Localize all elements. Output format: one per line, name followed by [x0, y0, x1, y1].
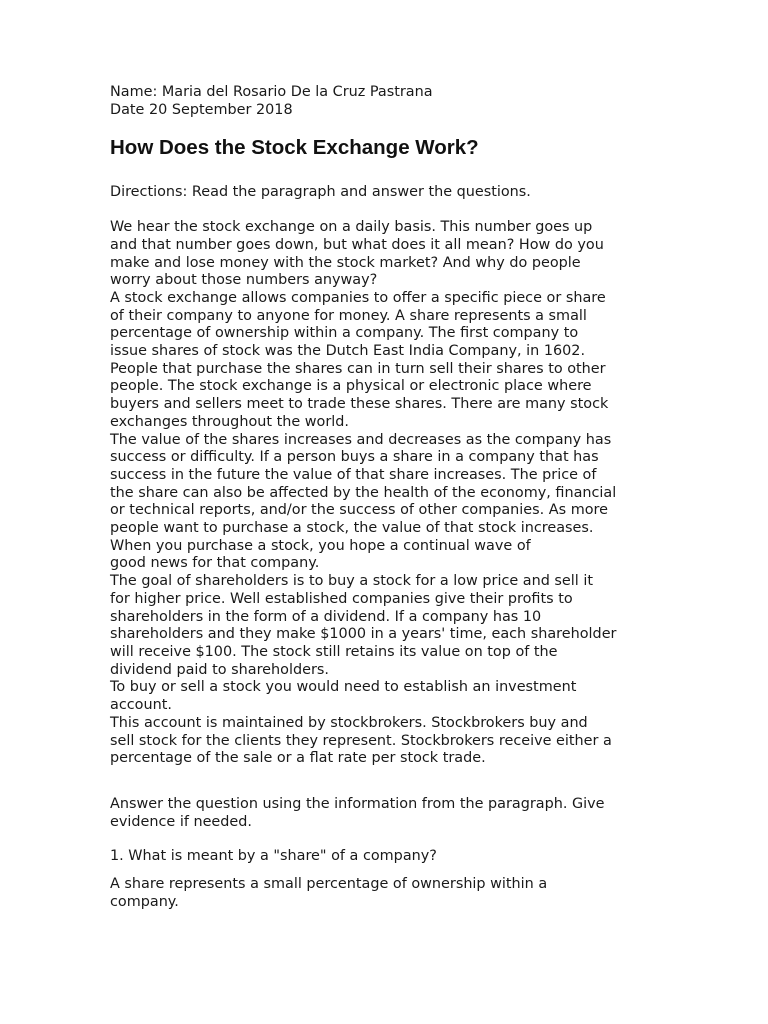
document-title: How Does the Stock Exchange Work? [110, 136, 479, 160]
passage-line: account. [110, 697, 172, 714]
passage-line: for higher price. Well established companies give their profits to [110, 590, 573, 607]
passage-line: people want to purchase a stock, the value of that stock increases. [110, 520, 594, 537]
passage-line: We hear the stock exchange on a daily basis. This number goes up [110, 219, 593, 236]
passage-line: A stock exchange allows companies to offer a specific piece or share [110, 289, 606, 306]
instruction-line: evidence if needed. [110, 813, 252, 830]
passage-line: or technical reports, and/or the success of other companies. As more [110, 502, 608, 519]
reading-passage [110, 219, 670, 768]
passage-line: exchanges throughout the world. [110, 413, 349, 430]
answer-instructions [110, 796, 670, 831]
answer-line: company. [110, 893, 179, 910]
passage-line: success or difficulty. If a person buys a share in a company that has [110, 449, 599, 466]
passage-line: shareholders in the form of a dividend. If a company has 10 [110, 608, 542, 625]
answer-1 [110, 876, 670, 911]
passage-line: worry about those numbers anyway? [110, 272, 378, 289]
passage-line: buyers and sellers meet to trade these shares. There are many stock [110, 396, 609, 413]
passage-line: of their company to anyone for money. A share represents a small [110, 307, 587, 324]
passage-line: This account is maintained by stockbrokers. Stockbrokers buy and [110, 714, 588, 731]
passage-line: shareholders and they make $1000 in a years' time, each shareholder [110, 626, 617, 643]
passage-line: and that number goes down, but what does it all mean? How do you [110, 236, 604, 253]
passage-line: percentage of the sale or a flat rate per stock trade. [110, 750, 486, 767]
passage-line: sell stock for the clients they represent. Stockbrokers receive either a [110, 732, 612, 749]
passage-line: people. The stock exchange is a physical or electronic place where [110, 378, 592, 395]
document-page [110, 84, 670, 911]
student-name: Name: Maria del Rosario De la Cruz Pastrana [110, 84, 433, 100]
passage-line: will receive $100. The stock still retains its value on top of the [110, 643, 558, 660]
passage-line: The goal of shareholders is to buy a stock for a low price and sell it [110, 573, 593, 590]
passage-line: dividend paid to shareholders. [110, 661, 329, 678]
passage-line: percentage of ownership within a company. The first company to [110, 325, 579, 342]
instruction-line: Answer the question using the information from the paragraph. Give [110, 795, 605, 812]
passage-line: People that purchase the shares can in turn sell their shares to other [110, 360, 606, 377]
passage-line: the share can also be affected by the health of the economy, financial [110, 484, 617, 501]
passage-line: The value of the shares increases and decreases as the company has [110, 431, 612, 448]
directions-text: Directions: Read the paragraph and answer the questions. [110, 184, 531, 201]
assignment-date: Date 20 September 2018 [110, 101, 293, 118]
passage-line: issue shares of stock was the Dutch East India Company, in 1602. [110, 343, 586, 360]
passage-line: make and lose money with the stock market? And why do people [110, 254, 581, 271]
answer-line: A share represents a small percentage of ownership within a [110, 876, 548, 893]
question-1: 1. What is meant by a "share" of a company? [110, 848, 437, 865]
passage-line: good news for that company. [110, 555, 320, 572]
passage-line: success in the future the value of that share increases. The price of [110, 466, 597, 483]
passage-line: To buy or sell a stock you would need to establish an investment [110, 679, 577, 696]
passage-line: When you purchase a stock, you hope a continual wave of [110, 537, 531, 554]
